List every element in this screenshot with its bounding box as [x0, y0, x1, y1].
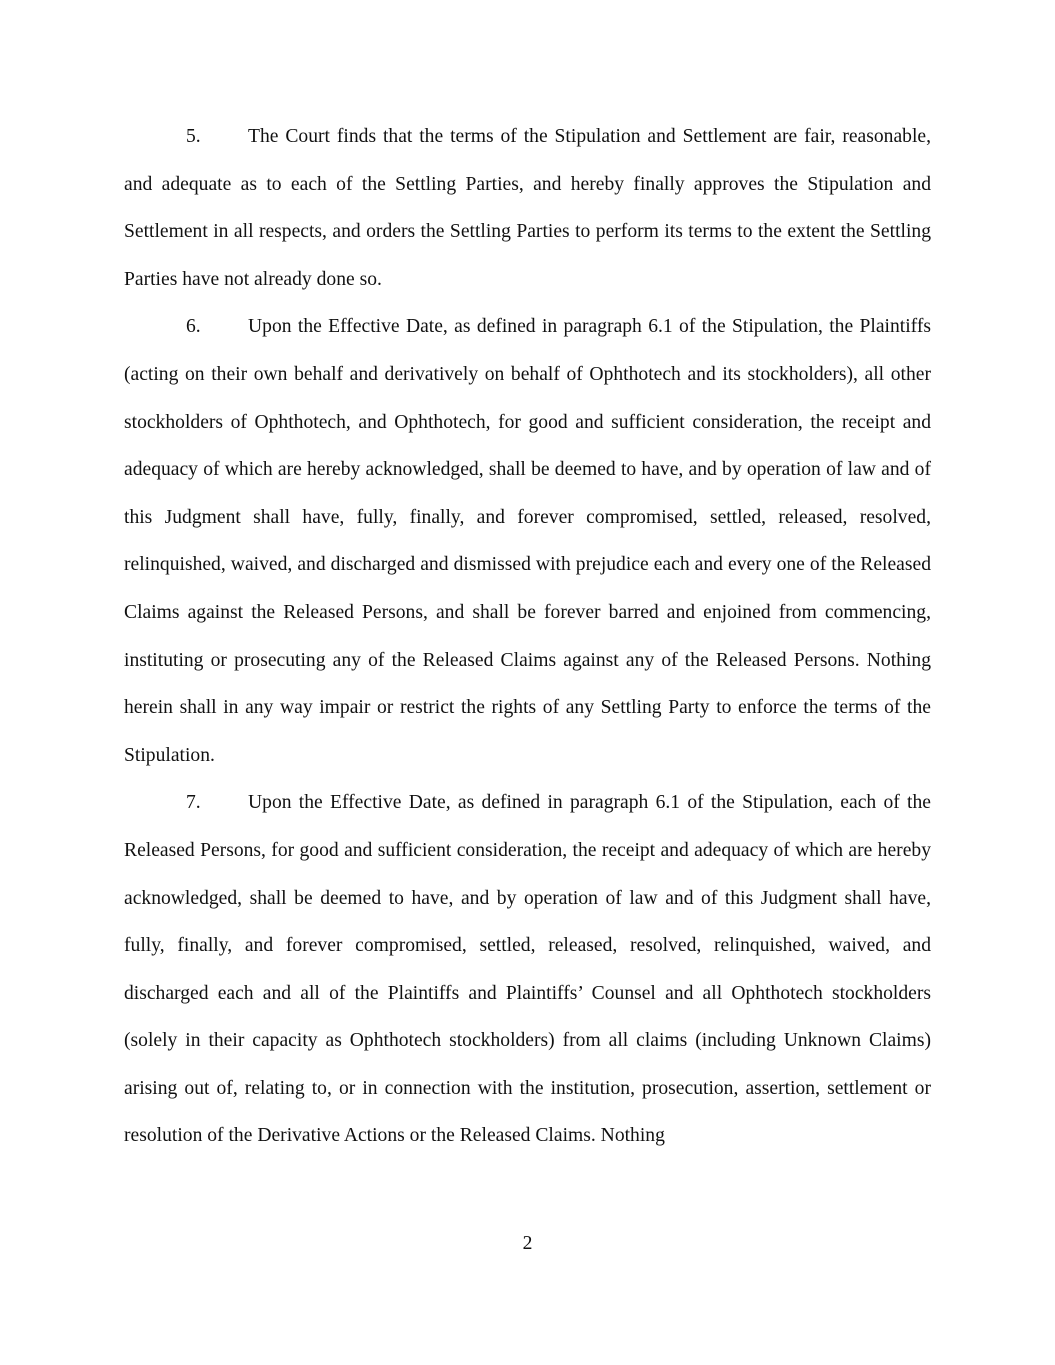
paragraph-text: Upon the Effective Date, as defined in paragraph 6.1 of the Stipulation, each of the Released Persons, for good and sufficient consideration, the receipt and adequacy of which are hereby acknowledged, shall be deemed to have, and by operation of law and of this Judgment shall have, fully, finally, and forever compromised, settled, released, resolved, relinquished, waived, and discharged each and all of the Plaintiffs and Plaintiffs’ Counsel and all Ophthotech stockholders (solely in their capacity as Ophthotech stockholders) from all claims (including Unknown Claims) arising out of, relating to, or in connection with the institution, prosecution, assertion, settlement or resolution of the Derivative Actions or the Released Claims. Nothing	[124, 792, 931, 1147]
paragraph-number: 6.	[186, 316, 201, 338]
document-body	[124, 113, 931, 1160]
page-number: 2	[522, 1233, 533, 1254]
paragraph-number: 7.	[186, 792, 201, 814]
paragraph-7	[124, 779, 931, 1160]
paragraph-6	[124, 303, 931, 779]
paragraph-number: 5.	[186, 126, 201, 147]
paragraph-text: The Court finds that the terms of the Stipulation and Settlement are fair, reasonable, and adequate as to each of the Settling Parties, and hereby finally approves the Stipulation and Settlement in all respects, and orders the Settling Parties to perform its terms to the extent the Settling Parties have not already done so.	[124, 126, 931, 290]
paragraph-text: Upon the Effective Date, as defined in paragraph 6.1 of the Stipulation, the Plaintiffs (acting on their own behalf and derivatively on behalf of Ophthotech and its stockholders), all other stockholders of Ophthotech, and Ophthotech, for good and sufficient consideration, the receipt and adequacy of which are hereby acknowledged, shall be deemed to have, and by operation of law and of this Judgment shall have, fully, finally, and forever compromised, settled, released, resolved, relinquished, waived, and discharged and dismissed with prejudice each and every one of the Released Claims against the Released Persons, and shall be forever barred and enjoined from commencing, instituting or prosecuting any of the Released Claims against any of the Released Persons. Nothing herein shall in any way impair or restrict the rights of any Settling Party to enforce the terms of the Stipulation.	[124, 316, 931, 766]
paragraph-5	[124, 113, 931, 303]
